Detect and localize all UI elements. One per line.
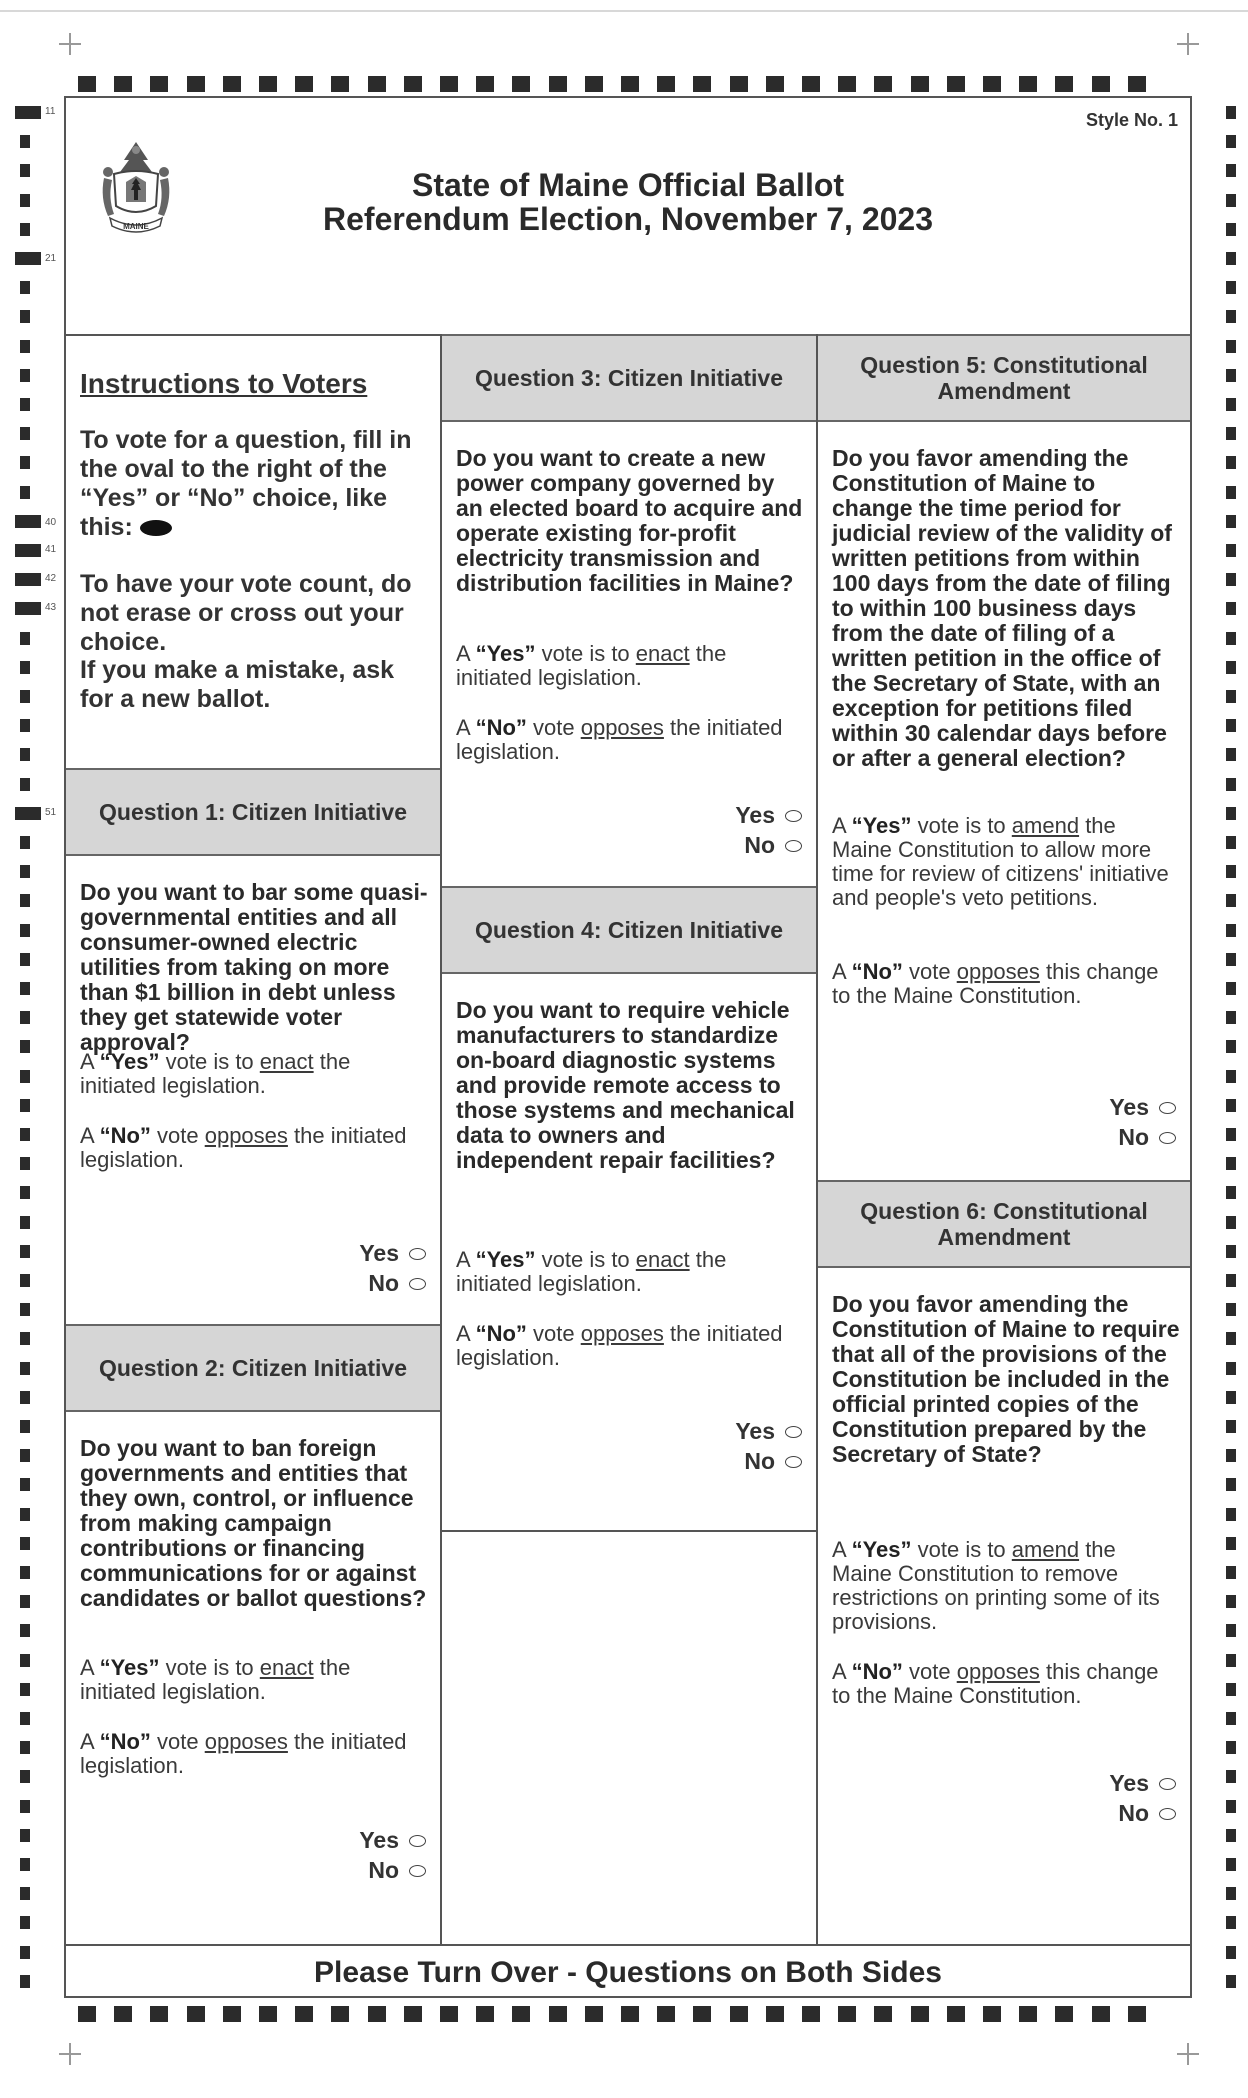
timing-mark xyxy=(15,106,41,119)
timing-mark xyxy=(15,602,41,615)
timing-mark xyxy=(1226,252,1236,265)
timing-mark xyxy=(874,76,892,92)
timing-mark xyxy=(20,836,30,849)
question-1-no-choice[interactable]: No xyxy=(368,1270,426,1297)
timing-mark xyxy=(20,632,30,645)
timing-mark xyxy=(1128,76,1146,92)
timing-mark xyxy=(20,1449,30,1462)
timing-mark xyxy=(512,2006,530,2022)
timing-mark xyxy=(1019,76,1037,92)
timing-mark xyxy=(20,1887,30,1900)
timing-mark xyxy=(20,661,30,674)
timing-mark xyxy=(78,76,96,92)
instructions-title: Instructions to Voters xyxy=(80,368,368,399)
question-3-heading: Question 3: Citizen Initiative xyxy=(442,334,816,422)
timing-mark xyxy=(549,76,567,92)
timing-mark xyxy=(802,76,820,92)
timing-mark xyxy=(20,1566,30,1579)
timing-mark xyxy=(1226,982,1236,995)
registration-mark-bottom-left xyxy=(59,2043,81,2065)
timing-mark xyxy=(20,369,30,382)
timing-mark xyxy=(947,2006,965,2022)
timing-mark xyxy=(1226,164,1236,177)
timing-mark xyxy=(1226,632,1236,645)
timing-mark xyxy=(1226,369,1236,382)
question-2-text: Do you want to ban foreign governments and entities that they own, control, or influence from making campaign contributions or financing communications for or against candidates or ballot questions? xyxy=(80,1435,427,1611)
timing-mark xyxy=(295,2006,313,2022)
timing-mark xyxy=(1226,1712,1236,1725)
registration-mark-top-left xyxy=(59,33,81,55)
timing-mark xyxy=(1226,690,1236,703)
timing-mark xyxy=(20,398,30,411)
timing-mark xyxy=(20,1537,30,1550)
timing-mark xyxy=(20,894,30,907)
timing-mark xyxy=(911,76,929,92)
question-6-yes-oval[interactable] xyxy=(1159,1778,1176,1790)
timing-mark xyxy=(621,76,639,92)
timing-mark xyxy=(20,1245,30,1258)
question-4-no-oval[interactable] xyxy=(785,1456,802,1468)
timing-mark xyxy=(1226,340,1236,353)
timing-mark xyxy=(766,2006,784,2022)
timing-mark xyxy=(440,2006,458,2022)
question-4-heading: Question 4: Citizen Initiative xyxy=(442,886,816,974)
timing-mark xyxy=(1226,1070,1236,1083)
timing-mark xyxy=(20,1303,30,1316)
timing-mark xyxy=(20,1683,30,1696)
timing-mark xyxy=(187,2006,205,2022)
timing-mark xyxy=(20,1391,30,1404)
timing-number: 42 xyxy=(45,573,57,584)
timing-mark xyxy=(1226,1099,1236,1112)
timing-mark xyxy=(983,76,1001,92)
question-1-yes-choice[interactable]: Yes xyxy=(359,1240,426,1267)
timing-mark xyxy=(20,310,30,323)
timing-number: 21 xyxy=(45,253,57,264)
timing-mark xyxy=(295,76,313,92)
timing-mark xyxy=(20,427,30,440)
question-4-yes-oval[interactable] xyxy=(785,1426,802,1438)
question-3-no-oval[interactable] xyxy=(785,840,802,852)
timing-mark xyxy=(1092,2006,1110,2022)
question-3-no-choice[interactable]: No xyxy=(744,832,802,859)
timing-mark xyxy=(15,807,41,820)
timing-mark xyxy=(20,1216,30,1229)
timing-mark xyxy=(20,281,30,294)
timing-mark xyxy=(20,164,30,177)
question-1-yes-note: A “Yes” vote is to enact the initiated legislation. xyxy=(80,1049,351,1098)
question-2-no-oval[interactable] xyxy=(409,1865,426,1877)
timing-mark xyxy=(1226,486,1236,499)
timing-mark xyxy=(1226,836,1236,849)
timing-mark xyxy=(549,2006,567,2022)
timing-mark xyxy=(1226,1391,1236,1404)
timing-mark xyxy=(20,1070,30,1083)
timing-mark xyxy=(15,573,41,586)
timing-mark xyxy=(404,2006,422,2022)
timing-mark xyxy=(223,76,241,92)
timing-mark xyxy=(1226,1975,1236,1988)
question-4-no-note: A “No” vote opposes the initiated legislation. xyxy=(456,1321,783,1370)
timing-mark xyxy=(20,1829,30,1842)
question-1-text: Do you want to bar some quasi-governmental entities and all consumer-owned electric utilities from taking on more than $1 billion in debt unless they get statewide voter approval? xyxy=(80,879,428,1055)
timing-mark xyxy=(78,2006,96,2022)
timing-mark xyxy=(20,1508,30,1521)
timing-mark xyxy=(1226,281,1236,294)
question-1-yes-oval[interactable] xyxy=(409,1248,426,1260)
question-4-no-choice[interactable]: No xyxy=(744,1448,802,1475)
question-5-heading: Question 5: Constitutional Amendment xyxy=(818,334,1190,422)
timing-mark xyxy=(874,2006,892,2022)
timing-mark xyxy=(1226,544,1236,557)
question-1-no-oval[interactable] xyxy=(409,1278,426,1290)
timing-mark xyxy=(20,1741,30,1754)
timing-number: 51 xyxy=(45,807,57,818)
timing-mark xyxy=(621,2006,639,2022)
question-5-yes-oval[interactable] xyxy=(1159,1102,1176,1114)
timing-mark xyxy=(15,252,41,265)
ballot-header xyxy=(66,98,1190,336)
timing-mark xyxy=(1226,1362,1236,1375)
timing-mark xyxy=(693,2006,711,2022)
timing-mark xyxy=(1226,1624,1236,1637)
column-3 xyxy=(818,334,1190,1944)
timing-mark xyxy=(223,2006,241,2022)
timing-mark xyxy=(20,1946,30,1959)
timing-mark xyxy=(368,76,386,92)
timing-mark xyxy=(1226,456,1236,469)
question-1-heading: Question 1: Citizen Initiative xyxy=(66,768,440,856)
question-2-yes-oval[interactable] xyxy=(409,1835,426,1847)
timing-mark xyxy=(1226,135,1236,148)
timing-mark xyxy=(404,76,422,92)
title-line-2: Referendum Election, November 7, 2023 xyxy=(323,201,933,237)
top-rule xyxy=(0,10,1248,12)
timing-mark xyxy=(20,340,30,353)
timing-mark xyxy=(1226,223,1236,236)
timing-mark xyxy=(20,1011,30,1024)
ballot xyxy=(64,96,1192,1998)
timing-mark xyxy=(1226,953,1236,966)
timing-mark xyxy=(1226,1186,1236,1199)
timing-mark xyxy=(1226,1303,1236,1316)
question-6-no-note: A “No” vote opposes this change to the Maine Constitution. xyxy=(832,1659,1159,1708)
question-5-yes-note: A “Yes” vote is to amend the Maine Constitution to allow more time for review of citizens' initiative and people's veto petitions. xyxy=(832,813,1169,910)
question-2-no-choice[interactable]: No xyxy=(368,1857,426,1884)
timing-mark xyxy=(150,2006,168,2022)
question-6-yes-note: A “Yes” vote is to amend the Maine Constitution to remove restrictions on printing some of its provisions. xyxy=(832,1537,1160,1634)
timing-mark xyxy=(983,2006,1001,2022)
timing-mark xyxy=(20,1712,30,1725)
filled-oval-example-icon xyxy=(140,520,172,536)
timing-mark xyxy=(20,456,30,469)
instructions-para-1: To vote for a question, fill in the oval to the right of the “Yes” or “No” choice, like this: xyxy=(80,426,412,541)
timing-mark xyxy=(1226,719,1236,732)
timing-mark xyxy=(802,2006,820,2022)
instructions-para-2: To have your vote count, do not erase or cross out your choice. xyxy=(80,570,412,656)
timing-mark xyxy=(1226,1216,1236,1229)
question-5-no-oval[interactable] xyxy=(1159,1132,1176,1144)
timing-mark xyxy=(911,2006,929,2022)
ballot-title xyxy=(66,168,1190,236)
timing-mark xyxy=(20,1916,30,1929)
timing-mark xyxy=(1226,106,1236,119)
question-6-yes-choice[interactable]: Yes xyxy=(1109,1770,1176,1797)
registration-mark-top-right xyxy=(1177,33,1199,55)
timing-mark xyxy=(20,1099,30,1112)
timing-mark xyxy=(20,1800,30,1813)
timing-mark xyxy=(20,778,30,791)
question-2-heading: Question 2: Citizen Initiative xyxy=(66,1324,440,1412)
timing-mark xyxy=(20,690,30,703)
timing-mark xyxy=(20,865,30,878)
question-2-yes-note: A “Yes” vote is to enact the initiated legislation. xyxy=(80,1655,351,1704)
timing-mark xyxy=(1226,310,1236,323)
timing-mark xyxy=(187,76,205,92)
question-5-text: Do you favor amending the Constitution of Maine to change the time period for judicial review of the validity of written petitions from within 100 days from the date of filing to within 100 business days from the date of filing of a written petition in the office of the Secretary of State, with an exception for petitions filed within 30 calendar days before or after a general election? xyxy=(832,445,1172,771)
question-5-no-note: A “No” vote opposes this change to the Maine Constitution. xyxy=(832,959,1159,1008)
timing-mark xyxy=(15,515,41,528)
timing-mark xyxy=(1226,1274,1236,1287)
timing-mark xyxy=(1226,865,1236,878)
timing-mark xyxy=(331,2006,349,2022)
timing-mark xyxy=(1226,1800,1236,1813)
timing-mark xyxy=(1226,602,1236,615)
timing-mark xyxy=(1226,1566,1236,1579)
question-5-yes-choice[interactable]: Yes xyxy=(1109,1094,1176,1121)
column-1 xyxy=(66,334,442,1944)
question-6-heading: Question 6: Constitutional Amendment xyxy=(818,1180,1190,1268)
timing-mark xyxy=(1226,1887,1236,1900)
timing-mark xyxy=(20,1040,30,1053)
question-3-yes-oval[interactable] xyxy=(785,810,802,822)
timing-mark xyxy=(1226,1157,1236,1170)
timing-number: 43 xyxy=(45,602,57,613)
timing-mark xyxy=(20,953,30,966)
question-6-no-choice[interactable]: No xyxy=(1118,1800,1176,1827)
timing-mark xyxy=(20,1362,30,1375)
timing-mark xyxy=(440,76,458,92)
timing-mark xyxy=(20,719,30,732)
timing-mark xyxy=(512,76,530,92)
column-2 xyxy=(442,334,818,1944)
timing-mark xyxy=(1226,515,1236,528)
timing-mark xyxy=(150,76,168,92)
timing-mark xyxy=(20,1595,30,1608)
timing-mark xyxy=(1226,1829,1236,1842)
timing-number: 41 xyxy=(45,544,57,555)
timing-mark xyxy=(1226,1245,1236,1258)
timing-mark xyxy=(838,2006,856,2022)
timing-mark xyxy=(1128,2006,1146,2022)
question-2-yes-choice[interactable]: Yes xyxy=(359,1827,426,1854)
timing-mark xyxy=(1226,1916,1236,1929)
timing-mark xyxy=(331,76,349,92)
timing-mark xyxy=(1055,2006,1073,2022)
timing-mark xyxy=(15,544,41,557)
timing-mark xyxy=(1226,1449,1236,1462)
registration-mark-bottom-right xyxy=(1177,2043,1199,2065)
timing-mark xyxy=(1226,1537,1236,1550)
question-3-yes-note: A “Yes” vote is to enact the initiated legislation. xyxy=(456,641,727,690)
question-5-no-choice[interactable]: No xyxy=(1118,1124,1176,1151)
timing-mark xyxy=(1226,1683,1236,1696)
timing-mark xyxy=(20,223,30,236)
timing-mark xyxy=(1092,76,1110,92)
timing-mark xyxy=(1226,1858,1236,1871)
question-3-text: Do you want to create a new power company governed by an elected board to acquire and operate existing for-profit electricity transmission and distribution facilities in Maine? xyxy=(456,445,803,596)
timing-mark xyxy=(476,76,494,92)
timing-mark xyxy=(730,2006,748,2022)
timing-mark xyxy=(20,748,30,761)
timing-mark xyxy=(766,76,784,92)
timing-mark xyxy=(1226,1420,1236,1433)
timing-mark xyxy=(657,76,675,92)
turn-over-notice: Please Turn Over - Questions on Both Sides xyxy=(66,1944,1190,2000)
timing-mark xyxy=(20,1975,30,1988)
question-6-no-oval[interactable] xyxy=(1159,1808,1176,1820)
timing-mark xyxy=(20,1858,30,1871)
timing-mark xyxy=(1226,1595,1236,1608)
timing-mark xyxy=(1019,2006,1037,2022)
timing-mark xyxy=(730,76,748,92)
title-line-1: State of Maine Official Ballot xyxy=(411,167,845,203)
timing-mark xyxy=(20,135,30,148)
timing-mark xyxy=(1226,1770,1236,1783)
timing-mark xyxy=(20,1420,30,1433)
timing-mark xyxy=(1226,1040,1236,1053)
instructions-para-3: If you make a mistake, ask for a new ballot. xyxy=(80,656,395,713)
timing-mark xyxy=(1226,748,1236,761)
timing-mark xyxy=(1226,778,1236,791)
timing-mark xyxy=(20,1654,30,1667)
question-4-yes-choice[interactable]: Yes xyxy=(735,1418,802,1445)
timing-mark xyxy=(114,76,132,92)
timing-mark xyxy=(20,1157,30,1170)
question-6-text: Do you favor amending the Constitution of Maine to require that all of the provisions of the Constitution be included in the official printed copies of the Constitution prepared by the Secretary of State? xyxy=(832,1291,1180,1467)
timing-mark xyxy=(476,2006,494,2022)
timing-mark xyxy=(1226,1741,1236,1754)
question-3-yes-choice[interactable]: Yes xyxy=(735,802,802,829)
timing-mark xyxy=(1226,1332,1236,1345)
timing-mark xyxy=(1226,661,1236,674)
timing-number: 11 xyxy=(45,106,56,117)
timing-mark xyxy=(20,1332,30,1345)
timing-mark xyxy=(20,924,30,937)
timing-mark xyxy=(259,76,277,92)
timing-mark xyxy=(20,1624,30,1637)
column-2-divider xyxy=(442,1530,816,1532)
svg-text:MAINE: MAINE xyxy=(123,222,149,231)
timing-mark xyxy=(693,76,711,92)
timing-mark xyxy=(1226,894,1236,907)
timing-mark xyxy=(585,76,603,92)
timing-mark xyxy=(1055,76,1073,92)
timing-mark xyxy=(838,76,856,92)
timing-mark xyxy=(20,1478,30,1491)
question-3-no-note: A “No” vote opposes the initiated legislation. xyxy=(456,715,783,764)
timing-mark xyxy=(20,194,30,207)
timing-mark xyxy=(1226,1011,1236,1024)
timing-mark xyxy=(1226,573,1236,586)
timing-mark xyxy=(20,1128,30,1141)
timing-mark xyxy=(1226,1654,1236,1667)
timing-mark xyxy=(20,486,30,499)
timing-mark xyxy=(1226,194,1236,207)
timing-mark xyxy=(259,2006,277,2022)
question-1-no-note: A “No” vote opposes the initiated legislation. xyxy=(80,1123,407,1172)
timing-mark xyxy=(1226,1128,1236,1141)
timing-mark xyxy=(1226,1478,1236,1491)
timing-mark xyxy=(947,76,965,92)
timing-mark xyxy=(1226,1508,1236,1521)
style-number: Style No. 1 xyxy=(1085,110,1178,130)
timing-mark xyxy=(20,1186,30,1199)
timing-mark xyxy=(114,2006,132,2022)
question-4-text: Do you want to require vehicle manufacturers to standardize on-board diagnostic systems and provide remote access to those systems and mechanical data to owners and independent repair facilities? xyxy=(456,997,795,1173)
timing-mark xyxy=(20,1274,30,1287)
timing-mark xyxy=(1226,1946,1236,1959)
question-2-no-note: A “No” vote opposes the initiated legislation. xyxy=(80,1729,407,1778)
timing-mark xyxy=(1226,398,1236,411)
timing-mark xyxy=(20,982,30,995)
timing-mark xyxy=(657,2006,675,2022)
timing-mark xyxy=(1226,924,1236,937)
question-4-yes-note: A “Yes” vote is to enact the initiated legislation. xyxy=(456,1247,727,1296)
timing-number: 40 xyxy=(45,517,57,528)
timing-mark xyxy=(585,2006,603,2022)
timing-mark xyxy=(1226,807,1236,820)
timing-mark xyxy=(368,2006,386,2022)
timing-mark xyxy=(1226,427,1236,440)
timing-mark xyxy=(20,1770,30,1783)
